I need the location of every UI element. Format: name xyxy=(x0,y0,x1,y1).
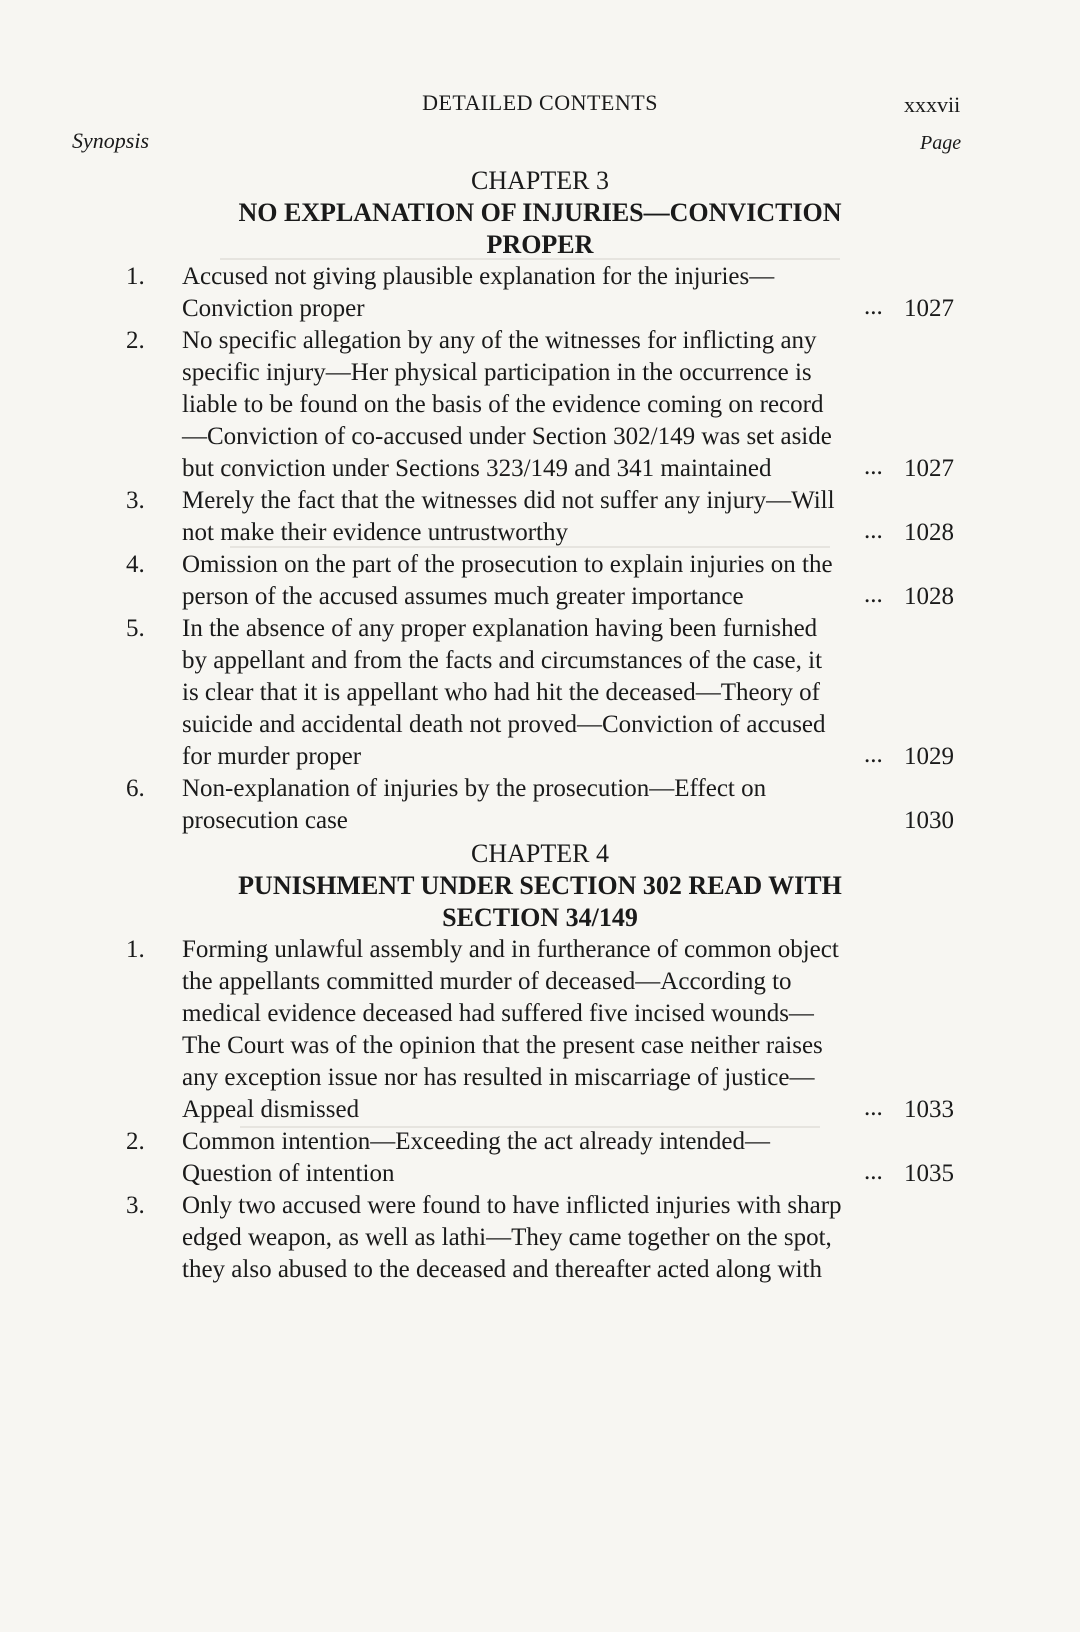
chapter-heading: CHAPTER 4 xyxy=(471,839,609,868)
entry-page: 1029 xyxy=(904,743,954,770)
page-column-label: Page xyxy=(920,132,962,154)
contents-entry xyxy=(0,485,1080,549)
entry-text: Only two accused were found to have inflicted injuries with sharp edged weapon, as well as lathi—They came together on the spot, they also abused to the deceased and thereafter acted along with xyxy=(182,1192,842,1283)
chapter-heading: CHAPTER 3 xyxy=(471,166,609,195)
leader-dots: ... xyxy=(864,1094,883,1121)
entry-number: 5. xyxy=(126,615,145,642)
contents-entry xyxy=(0,549,1080,613)
entry-text: Accused not giving plausible explanation for the injuries—Conviction proper xyxy=(182,263,775,322)
contents-entry xyxy=(0,325,1080,485)
entry-text: No specific allegation by any of the witnesses for inflicting any specific injury—Her physical participation in the occurrence is liable to be found on the basis of the evidence coming on record—Conviction of co-accused under Section 302/149 was set aside but conviction under Sections 323/149 and 341 maintained xyxy=(182,327,832,482)
leader-dots: ... xyxy=(864,293,883,320)
entry-page: 1028 xyxy=(904,583,954,610)
contents-entry xyxy=(0,613,1080,773)
contents-entry xyxy=(0,773,1080,837)
entry-text: Forming unlawful assembly and in furtherance of common object the appellants committed murder of deceased—According to medical evidence deceased had suffered five incised wounds—The Court was of the opinion that the present case neither raises any exception issue nor has resulted in miscarriage of justice—Appeal dismissed xyxy=(182,936,839,1123)
entry-number: 2. xyxy=(126,327,145,354)
entry-text: Non-explanation of injuries by the prosecution—Effect on prosecution case xyxy=(182,775,767,834)
contents-entry xyxy=(0,934,1080,1126)
contents-entry xyxy=(0,1190,1080,1286)
entry-number: 6. xyxy=(126,775,145,802)
page-header-title: DETAILED CONTENTS xyxy=(422,90,658,115)
contents-entry xyxy=(0,1126,1080,1190)
leader-dots: ... xyxy=(864,581,883,608)
entry-page: 1027 xyxy=(904,455,954,482)
chapter-section xyxy=(0,837,1080,1286)
entry-text: Common intention—Exceeding the act already intended—Question of intention xyxy=(182,1128,771,1187)
contents-entry xyxy=(0,261,1080,325)
page-number: xxxvii xyxy=(904,92,961,117)
entry-number: 3. xyxy=(126,487,145,514)
leader-dots: ... xyxy=(864,1158,883,1185)
contents-list xyxy=(0,164,1080,1286)
entry-number: 1. xyxy=(126,936,145,963)
entry-text: Omission on the part of the prosecution to explain injuries on the person of the accused assumes much greater importance xyxy=(182,551,833,610)
entry-page: 1035 xyxy=(904,1160,954,1187)
entry-number: 4. xyxy=(126,551,145,578)
leader-dots: ... xyxy=(864,453,883,480)
leader-dots: ... xyxy=(864,517,883,544)
entry-page: 1027 xyxy=(904,295,954,322)
chapter-title: PUNISHMENT UNDER SECTION 302 READ WITH SECTION 34/149 xyxy=(238,871,842,932)
chapter-section xyxy=(0,164,1080,837)
entry-text: Merely the fact that the witnesses did not suffer any injury—Will not make their evidence untrustworthy xyxy=(182,487,835,546)
entry-number: 3. xyxy=(126,1192,145,1219)
entry-page: 1028 xyxy=(904,519,954,546)
entry-page: 1033 xyxy=(904,1096,954,1123)
entry-page: 1030 xyxy=(904,807,954,834)
chapter-title: NO EXPLANATION OF INJURIES—CONVICTION PROPER xyxy=(238,198,842,259)
leader-dots: ... xyxy=(864,741,883,768)
entry-number: 2. xyxy=(126,1128,145,1155)
synopsis-column-label: Synopsis xyxy=(72,128,149,153)
entry-number: 1. xyxy=(126,263,145,290)
entry-text: In the absence of any proper explanation having been furnished by appellant and from the facts and circumstances of the case, it is clear that it is appellant who had hit the deceased—Theory of suicide and accidental death not proved—Conviction of accused for murder proper xyxy=(182,615,826,770)
